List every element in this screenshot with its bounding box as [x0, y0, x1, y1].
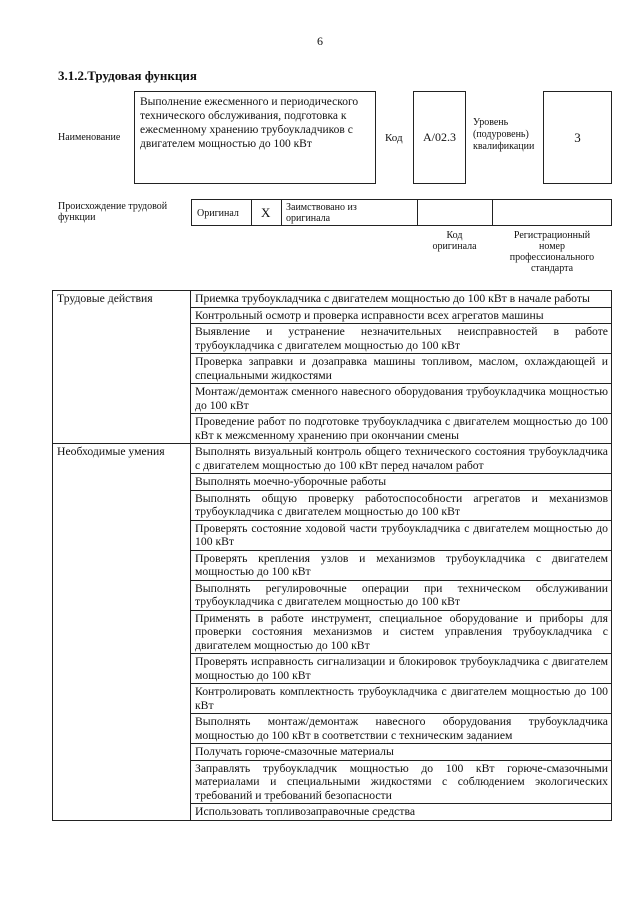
table-cell: Проверка заправки и дозаправка машины топливом, маслом, охлаждающей и специальными жидкостями	[191, 354, 612, 384]
original-mark: X	[261, 205, 271, 220]
table-cell: Заправлять трубоукладчик мощностью до 100 кВт горюче-смазочными материалами и специальными жидкостями с соблюдением экологических требований и требований безопасности	[191, 760, 612, 804]
table-cell: Монтаж/демонтаж сменного навесного оборудования трубоукладчика мощностью до 100 кВт	[191, 384, 612, 414]
table-cell: Контрольный осмотр и проверка исправности всех агрегатов машины	[191, 307, 612, 324]
function-code: А/02.3	[413, 91, 466, 184]
section-title: 3.1.2.Трудовая функция	[58, 68, 197, 83]
table-cell: Выявление и устранение незначительных неисправностей в работе трубоукладчика с двигателем мощностью до 100 кВт	[191, 324, 612, 354]
table-cell: Получать горюче-смазочные материалы	[191, 744, 612, 761]
reg-number-label: Регистрационный номер профессионального стандарта	[509, 230, 595, 274]
table-cell: Проверять исправность сигнализации и блокировок трубоукладчика с двигателем мощностью до 100 кВт	[191, 654, 612, 684]
original-mark-cell	[251, 199, 281, 226]
section-heading: Необходимые умения	[53, 444, 191, 821]
table-cell: Проверять крепления узлов и механизмов трубоукладчика с двигателем мощностью до 100 кВт	[191, 550, 612, 580]
qualification-level: 3	[543, 91, 612, 184]
level-label: Уровень (подуровень) квалификации	[473, 117, 535, 152]
table-cell: Проведение работ по подготовке трубоукладчика с двигателем мощностью до 100 кВт к межсменному хранению при окончании смены	[191, 414, 612, 444]
borrowed-label: Заимствовано из оригинала	[286, 202, 357, 224]
table-cell: Использовать топливозаправочные средства	[191, 804, 612, 821]
table-row	[53, 291, 612, 308]
name-label: Наименование	[58, 132, 121, 143]
borrowed-cell	[281, 199, 417, 226]
original-label: Оригинал	[197, 208, 239, 219]
function-name: Выполнение ежесменного и периодического технического обслуживания, подготовка к ежесменному хранению трубоукладчиков с двигателем мощностью до 100 кВт	[134, 91, 376, 184]
table-cell: Выполнять общую проверку работоспособности агрегатов и механизмов трубоукладчика с двигателем мощностью до 100 кВт	[191, 490, 612, 520]
table-cell: Выполнять регулировочные операции при техническом обслуживании трубоукладчика с двигателем мощностью до 100 кВт	[191, 580, 612, 610]
section-heading: Трудовые действия	[53, 291, 191, 444]
table-cell: Проверять состояние ходовой части трубоукладчика с двигателем мощностью до 100 кВт	[191, 520, 612, 550]
code-original-cell	[417, 199, 492, 226]
code-label: Код	[385, 132, 403, 144]
table-cell: Выполнять визуальный контроль общего технического состояния трубоукладчика с двигателем мощностью до 100 кВт перед началом работ	[191, 444, 612, 474]
reg-number-cell	[492, 199, 612, 226]
page-number: 6	[317, 34, 323, 48]
table-cell: Выполнять монтаж/демонтаж навесного оборудования трубоукладчика мощностью до 100 кВт в соответствии с техническим заданием	[191, 714, 612, 744]
table-cell: Выполнять моечно-уборочные работы	[191, 474, 612, 491]
origin-label: Происхождение трудовой функции	[58, 201, 168, 223]
code-original-label: Код оригинала	[432, 230, 477, 252]
table-row	[53, 444, 612, 474]
table-cell: Приемка трубоукладчика с двигателем мощностью до 100 кВт в начале работы	[191, 291, 612, 308]
original-cell	[191, 199, 251, 226]
table-cell: Применять в работе инструмент, специальное оборудование и приборы для проверки состояния механизмов и систем управления трубоукладчика с двигателем мощностью до 100 кВт	[191, 610, 612, 654]
function-table	[52, 290, 612, 821]
table-cell: Контролировать комплектность трубоукладчика с двигателем мощностью до 100 кВт	[191, 684, 612, 714]
